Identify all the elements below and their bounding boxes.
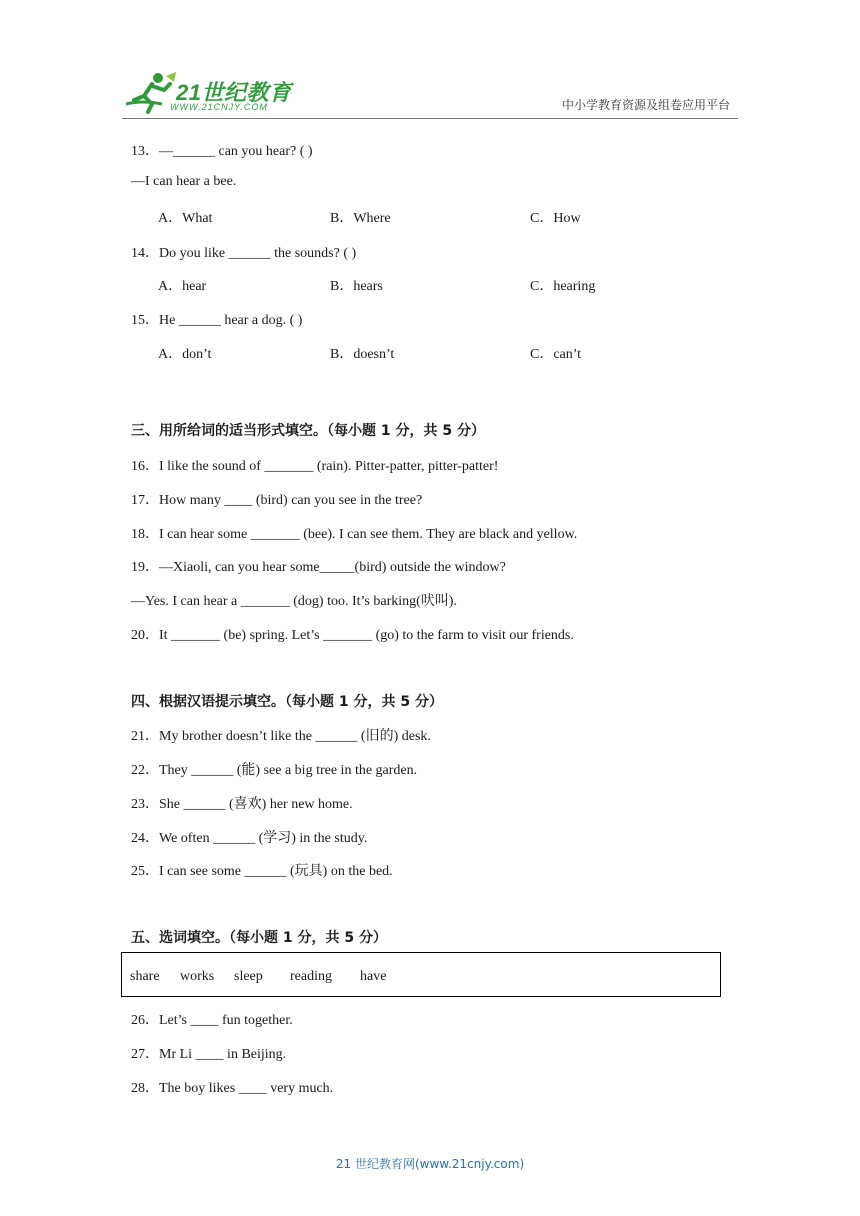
question-23: 23．She ______ (喜欢) her new home. — [131, 797, 353, 812]
page-footer: 21 世纪教育网(www.21cnjy.com) — [335, 1157, 525, 1171]
question-26: 26．Let’s ____ fun together. — [131, 1013, 293, 1028]
question-19: 19．—Xiaoli, can you hear some_____(bird) outside the window? — [131, 560, 506, 575]
section-5-title: 五、选词填空。（每小题 1 分，共 5 分） — [131, 930, 387, 946]
question-15: 15．He ______ hear a dog. ( ) — [131, 313, 303, 328]
logo-url: WWW.21CNJY.COM — [170, 102, 268, 112]
option-15-b: B．doesn’t — [330, 347, 395, 362]
question-14: 14．Do you like ______ the sounds? ( ) — [131, 246, 357, 261]
option-14-a: A．hear — [158, 279, 207, 294]
question-19-reply: —Yes. I can hear a _______ (dog) too. It’s barking(吠叫). — [131, 594, 457, 609]
option-13-a: A．What — [158, 211, 213, 226]
word-bank — [121, 952, 721, 997]
option-14-b: B．hears — [330, 279, 383, 294]
word-bank-item: share — [130, 969, 160, 984]
option-14-c: C．hearing — [530, 279, 596, 294]
question-18: 18．I can hear some _______ (bee). I can see them. They are black and yellow. — [131, 527, 578, 542]
question-13: 13．—______ can you hear? ( ) — [131, 144, 313, 159]
word-bank-item: have — [360, 969, 387, 984]
word-bank-item: works — [180, 969, 215, 984]
question-25: 25．I can see some ______ (玩具) on the bed. — [131, 864, 393, 879]
word-bank-item: sleep — [234, 969, 263, 984]
option-13-c: C．How — [530, 211, 581, 226]
page-header — [0, 0, 860, 120]
question-13-answer: —I can hear a bee. — [131, 174, 237, 189]
question-17: 17．How many ____ (bird) can you see in the tree? — [131, 493, 423, 508]
question-21: 21．My brother doesn’t like the ______ (旧的) desk. — [131, 729, 431, 744]
option-15-a: A．don’t — [158, 347, 212, 362]
option-13-b: B．Where — [330, 211, 391, 226]
question-20: 20．It _______ (be) spring. Let’s _______ (go) to the farm to visit our friends. — [131, 628, 574, 643]
question-27: 27．Mr Li ____ in Beijing. — [131, 1047, 287, 1062]
question-22: 22．They ______ (能) see a big tree in the garden. — [131, 763, 418, 778]
logo-text: 21世纪教育 — [176, 80, 292, 105]
question-24: 24．We often ______ (学习) in the study. — [131, 831, 368, 846]
section-3-title: 三、用所给词的适当形式填空。（每小题 1 分，共 5 分） — [131, 423, 485, 439]
question-16: 16．I like the sound of _______ (rain). Pitter-patter, pitter-patter! — [131, 459, 499, 474]
word-bank-item: reading — [290, 969, 332, 984]
option-15-c: C．can’t — [530, 347, 582, 362]
question-28: 28．The boy likes ____ very much. — [131, 1081, 334, 1096]
section-4-title: 四、根据汉语提示填空。（每小题 1 分，共 5 分） — [131, 694, 443, 710]
header-divider — [122, 118, 738, 119]
platform-label: 中小学教育资源及组卷应用平台 — [561, 98, 730, 112]
